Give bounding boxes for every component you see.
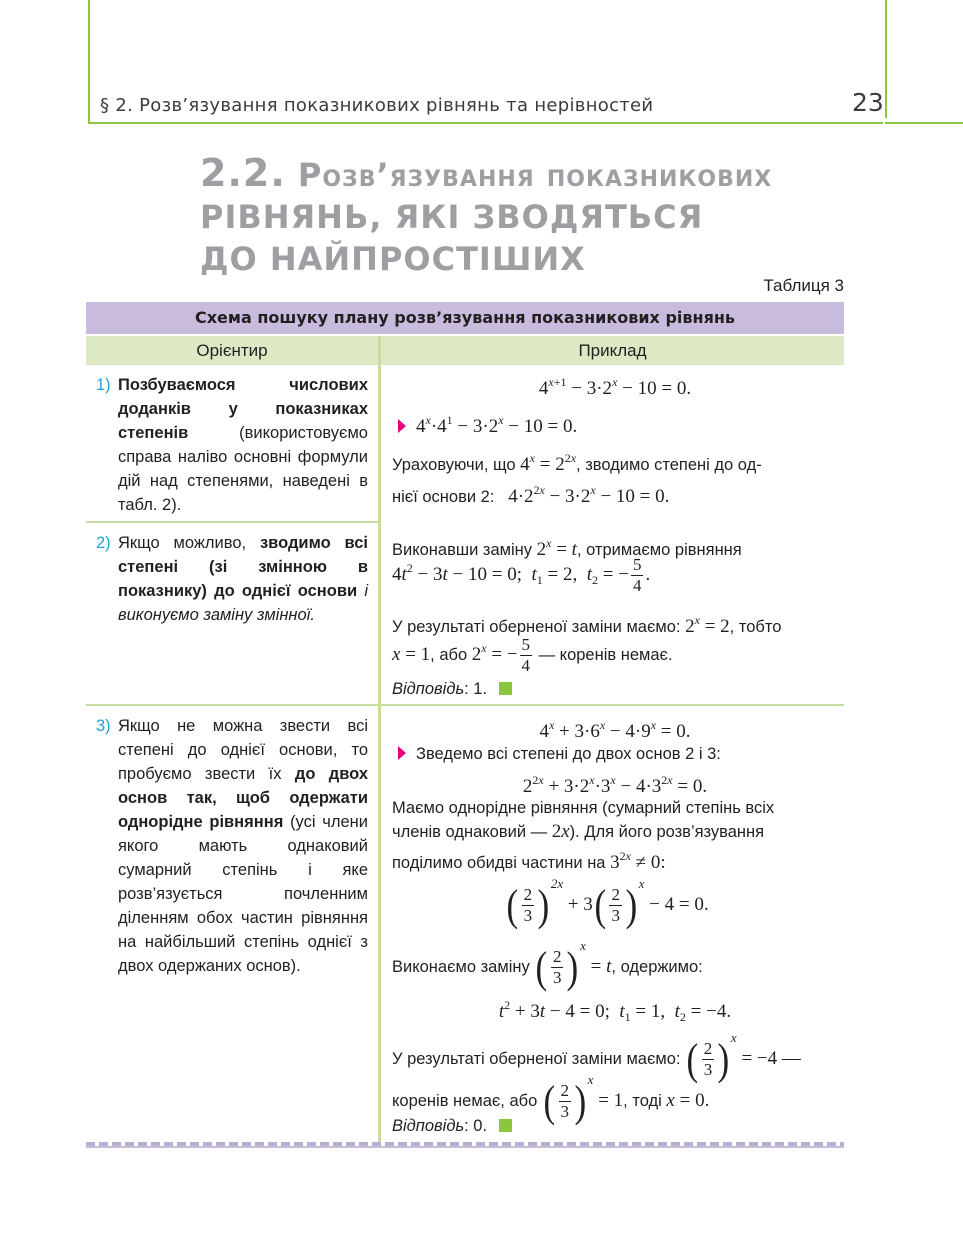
ex2-noroots-text: коренів немає, або <box>392 1092 538 1110</box>
ex2-quadratic: $t^2 + 3t - 4 = 0$; $t_1 = 1$, $t_2 = -4$. <box>498 998 732 1024</box>
ex2-equation: $4^x + 3\cdot 6^x - 4\cdot 9^x = 0$. <box>539 718 691 742</box>
ex1-roots: x = 1, або $2^x$ = − $\frac{5}{4}$ — коренів немає. <box>392 635 673 676</box>
ex1-inverse: У результаті оберненої заміни маємо: $2^x = 2$, тобто <box>392 613 782 637</box>
ex2-homog2b-text: ). Для його розв’язування <box>569 823 765 841</box>
row-divider-2 <box>86 704 844 706</box>
row-divider-1 <box>86 521 378 523</box>
header-frame-left <box>88 0 90 124</box>
qed-square-icon <box>499 682 512 695</box>
ex1-considering-text: Ураховуючи, що <box>392 456 516 474</box>
orientir-2-bold: зводимо всі степені (зі змінною в показнику) до однієї основи <box>118 534 368 600</box>
orientir-2-italic: і виконуємо заміну змінної. <box>118 582 369 624</box>
ex2-substitution: Виконаємо заміну ( $\frac{2}{3}$ )$^x$ = t, одержимо: <box>392 938 703 992</box>
orientir-3-rest: (усі члени якого мають однаковий сумарний степінь і яке розв’язується почленним діленням обох частин рівняння на найбільший степінь однієї з двох одержаних основ). <box>118 813 368 975</box>
header-frame-bottom <box>88 122 883 124</box>
orientir-1-number: 1) <box>96 376 111 394</box>
ex2-inverse-text: У результаті оберненої заміни маємо: <box>392 1050 681 1068</box>
qed-square-icon <box>499 1119 512 1132</box>
orientir-2-pre: Якщо можливо, <box>118 534 260 552</box>
ex1-answer <box>392 677 838 701</box>
ex2-homog2a-text: членів однаковий — <box>392 823 548 841</box>
orientir-1-bold: Позбуваємося числових доданків у показниках степенів <box>118 376 368 442</box>
title-line-2: РІВНЯНЬ, ЯКІ ЗВОДЯТЬСЯ <box>200 198 704 236</box>
ex1-answer-label: Відповідь <box>392 680 465 698</box>
ex2-reduce-text: Зведемо всі степені до двох основ 2 і 3: <box>416 745 721 763</box>
ex2-roots: коренів немає, або ( $\frac{2}{3}$ )$^x$ = 1, тоді x = 0. <box>392 1072 710 1126</box>
ex1-noroots-text: — коренів немає. <box>538 646 673 664</box>
ex2-answer-value: : 0. <box>464 1117 488 1135</box>
title-line-1: Розв’язування показникових <box>297 156 773 194</box>
orientir-3-number: 3) <box>96 717 111 735</box>
orientir-3 <box>96 714 368 978</box>
running-head: § 2. Розв’язування показникових рівнянь та нерівностей <box>100 95 654 116</box>
column-header-orientir: Орієнтир <box>86 336 378 365</box>
table-caption: Схема пошуку плану розв’язування показникових рівнянь <box>86 302 844 334</box>
ex1-one-base: нієї основи 2: $4\cdot 2^{2x} - 3\cdot 2^x - 10 = 0$. <box>392 483 670 507</box>
orientir-3-bold: до двох основ так, щоб одержати однорідне рівняння <box>118 765 369 831</box>
ex2-two-bases: $2^{2x} + 3\cdot 2^x\cdot 3^x - 4\cdot 3^{2x} = 0$. <box>522 773 708 797</box>
ex2-obtain-text: , одержимо: <box>611 958 703 976</box>
ex1-inverse-text: У результаті оберненої заміни маємо: <box>392 618 681 636</box>
ex2-homog3-text: поділимо обидві частини на <box>392 854 606 872</box>
ex2-then-text: , тоді <box>623 1092 662 1110</box>
header-frame-tail <box>885 122 963 124</box>
orientir-1-rest: (використовуємо справа наліво основні формули дій над степенями, наведені в табл. 2). <box>118 424 368 514</box>
ex2-homog1-text: Маємо однорідне рівняння (сумарний степінь всіх <box>392 799 775 817</box>
ex2-homog-line3: поділимо обидві частини на $3^{2x} \ne 0$: <box>392 849 666 873</box>
section-title <box>200 152 840 280</box>
ex1-considering: Ураховуючи, що $4^x = 2^{2x}$, зводимо степені до од- <box>392 451 762 475</box>
ex1-substitution: Виконавши заміну $2^x = t$, отримаємо рівняння <box>392 536 742 560</box>
ex1-obtain-text: , отримаємо рівняння <box>576 541 742 559</box>
orientir-1 <box>96 373 368 517</box>
ex2-homog-line1 <box>392 796 838 820</box>
solution-arrow-icon <box>398 419 406 433</box>
orientir-2 <box>96 531 368 627</box>
ex1-or-text: , або <box>430 646 468 664</box>
ex1-substitution-text: Виконавши заміну <box>392 541 533 559</box>
ex2-answer-label: Відповідь <box>392 1117 465 1135</box>
ex1-reduce-text: , зводимо степені до од- <box>576 456 762 474</box>
column-divider <box>378 336 381 1142</box>
column-header-example: Приклад <box>381 336 844 365</box>
header-frame-right <box>885 0 887 118</box>
ex1-equation: $4^{x+1} - 3\cdot 2^x - 10 = 0$. <box>538 375 692 399</box>
ex2-answer <box>392 1114 838 1138</box>
ex1-quadratic: $4t^2 - 3t - 10 = 0$; $t_1 = 2$, $t_2$ = − $\frac{5}{4}$ . <box>392 555 651 596</box>
table-bottom-border <box>86 1142 844 1148</box>
ex1-thatis-text: , тобто <box>729 618 782 636</box>
section-number: 2.2. <box>200 151 286 195</box>
table-label: Таблиця 3 <box>763 276 844 295</box>
ex2-inverse: У результаті оберненої заміни маємо: ( $\frac{2}{3}$ )$^x$ = −4 — <box>392 1030 801 1084</box>
orientir-2-number: 2) <box>96 534 111 552</box>
ex2-homog-line2: членів однаковий — 2x). Для його розв’язування <box>392 821 765 842</box>
orientir-3-pre: Якщо не можна звести всі степені до однієї основи, то пробуємо звести їх <box>118 717 368 783</box>
ex1-step1: $4^x\cdot 4^1 - 3\cdot 2^x - 10 = 0$. <box>388 408 834 439</box>
title-line-3: ДО НАЙПРОСТІШИХ <box>200 240 586 278</box>
page-number: 23 <box>852 88 884 117</box>
ex2-step1 <box>388 742 834 766</box>
ex2-substitution-text: Виконаємо заміну <box>392 958 530 976</box>
solution-arrow-icon <box>398 746 406 760</box>
ex2-divided: ( $\frac{2}{3}$ )$^{2x}$ + 3( $\frac{2}{3}$ )$^x$ − 4 = 0. <box>506 876 709 930</box>
ex1-reduce2-text: нієї основи 2: <box>392 488 495 506</box>
ex1-answer-value: : 1. <box>464 680 488 698</box>
